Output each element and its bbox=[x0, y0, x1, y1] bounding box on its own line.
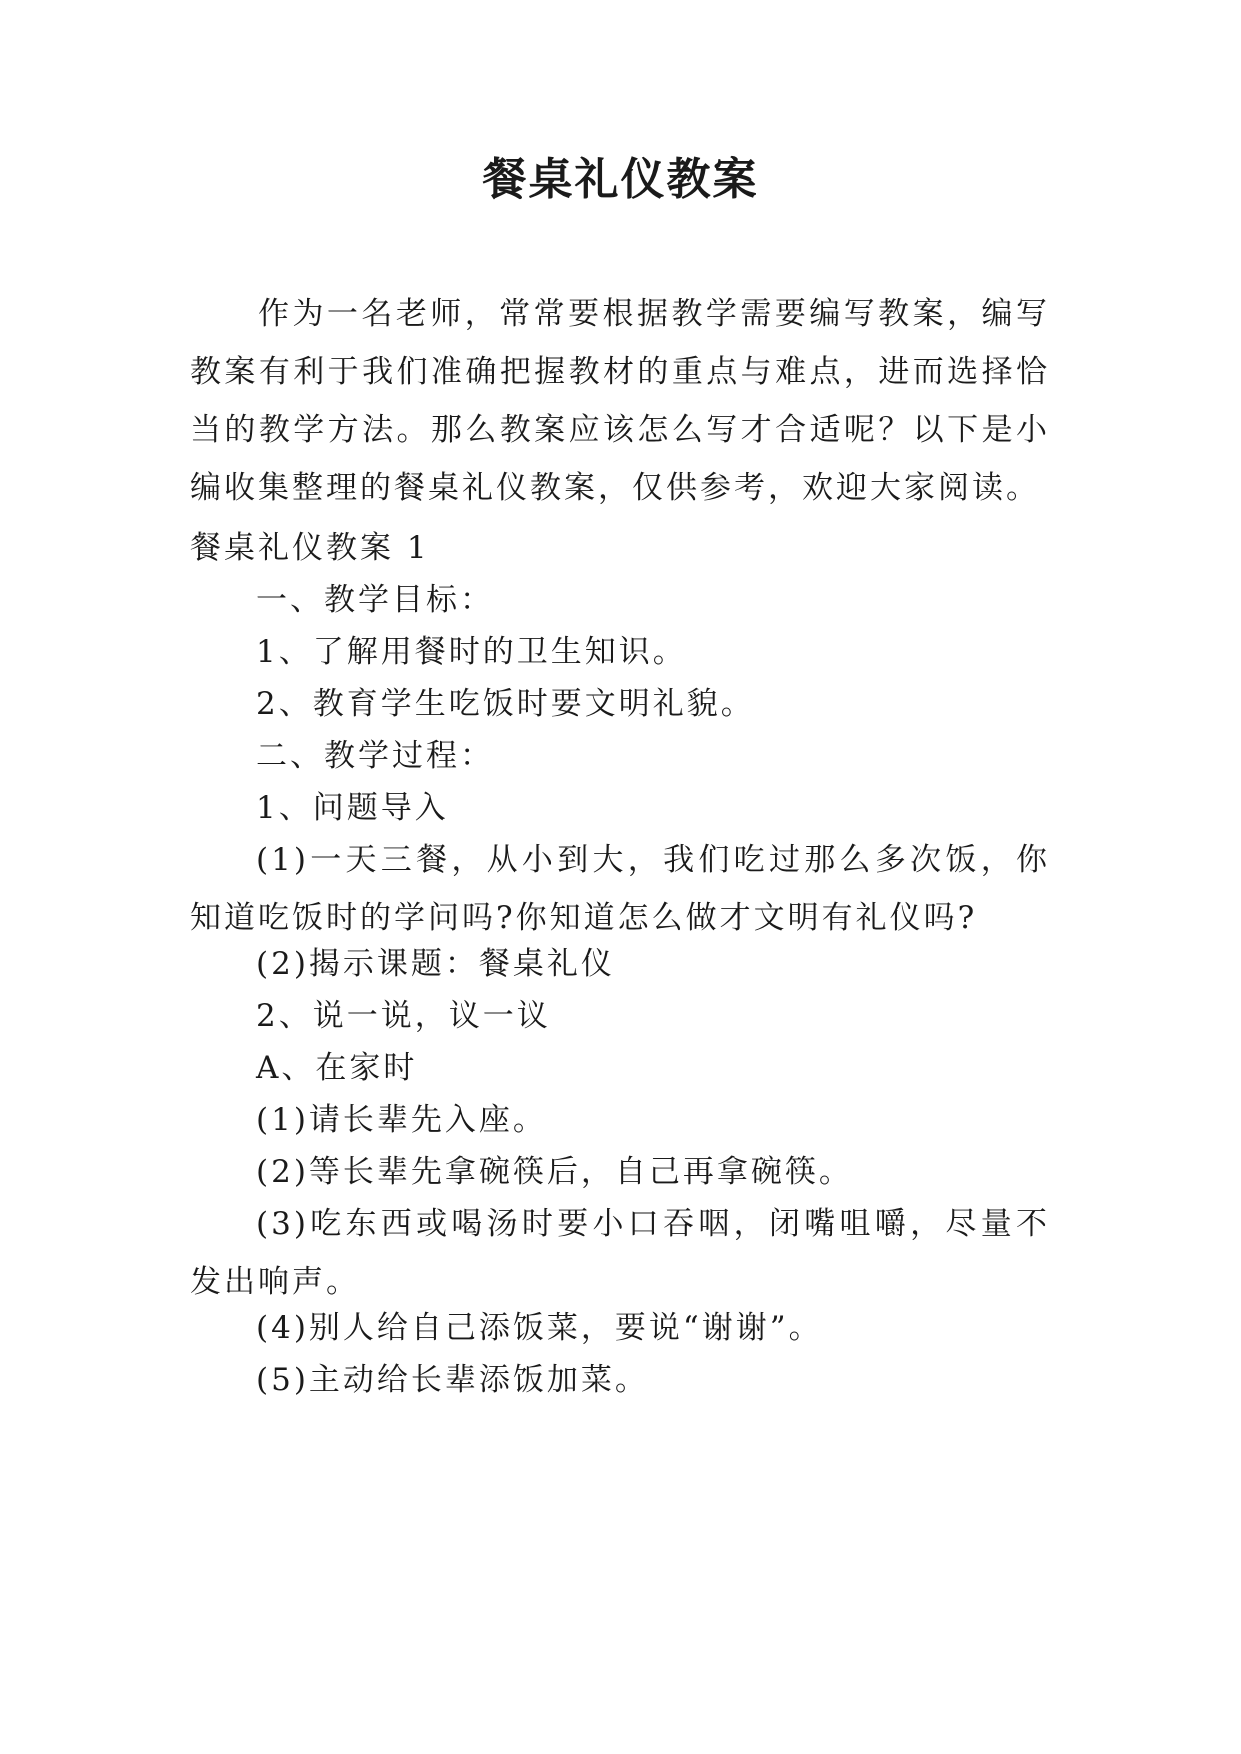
list-item-2: (2)等长辈先拿碗筷后，自己再拿碗筷。 bbox=[256, 1154, 853, 1190]
section-heading: 餐桌礼仪教案 1 bbox=[190, 530, 430, 566]
step-1-question-2: (2)揭示课题：餐桌礼仪 bbox=[256, 946, 615, 982]
goals-heading: 一、教学目标： bbox=[256, 582, 494, 618]
step-2-heading: 2、说一说，议一议 bbox=[256, 998, 551, 1034]
goal-item-2: 2、教育学生吃饭时要文明礼貌。 bbox=[256, 686, 755, 722]
process-heading: 二、教学过程： bbox=[256, 738, 494, 774]
step-1-heading: 1、问题导入 bbox=[256, 790, 449, 826]
list-item-3: (3)吃东西或喝汤时要小口吞咽，闭嘴咀嚼，尽量不发出响声。 bbox=[190, 1206, 1050, 1300]
list-item-1: (1)请长辈先入座。 bbox=[256, 1102, 547, 1138]
sub-section-a: A、在家时 bbox=[256, 1050, 418, 1086]
step-1-question-1: (1)一天三餐，从小到大，我们吃过那么多次饭，你知道吃饭时的学问吗?你知道怎么做才文明有礼仪吗? bbox=[190, 842, 1050, 936]
intro-paragraph: 作为一名老师，常常要根据教学需要编写教案，编写教案有利于我们准确把握教材的重点与难点，进而选择恰当的教学方法。那么教案应该怎么写才合适呢？以下是小编收集整理的餐桌礼仪教案，仅供参考，欢迎大家阅读。 bbox=[190, 296, 1050, 506]
list-item-4: (4)别人给自己添饭菜，要说“谢谢”。 bbox=[256, 1310, 823, 1346]
document-title: 餐桌礼仪教案 bbox=[482, 154, 759, 205]
list-item-5: (5)主动给长辈添饭加菜。 bbox=[256, 1362, 649, 1398]
goal-item-1: 1、了解用餐时的卫生知识。 bbox=[256, 634, 687, 670]
